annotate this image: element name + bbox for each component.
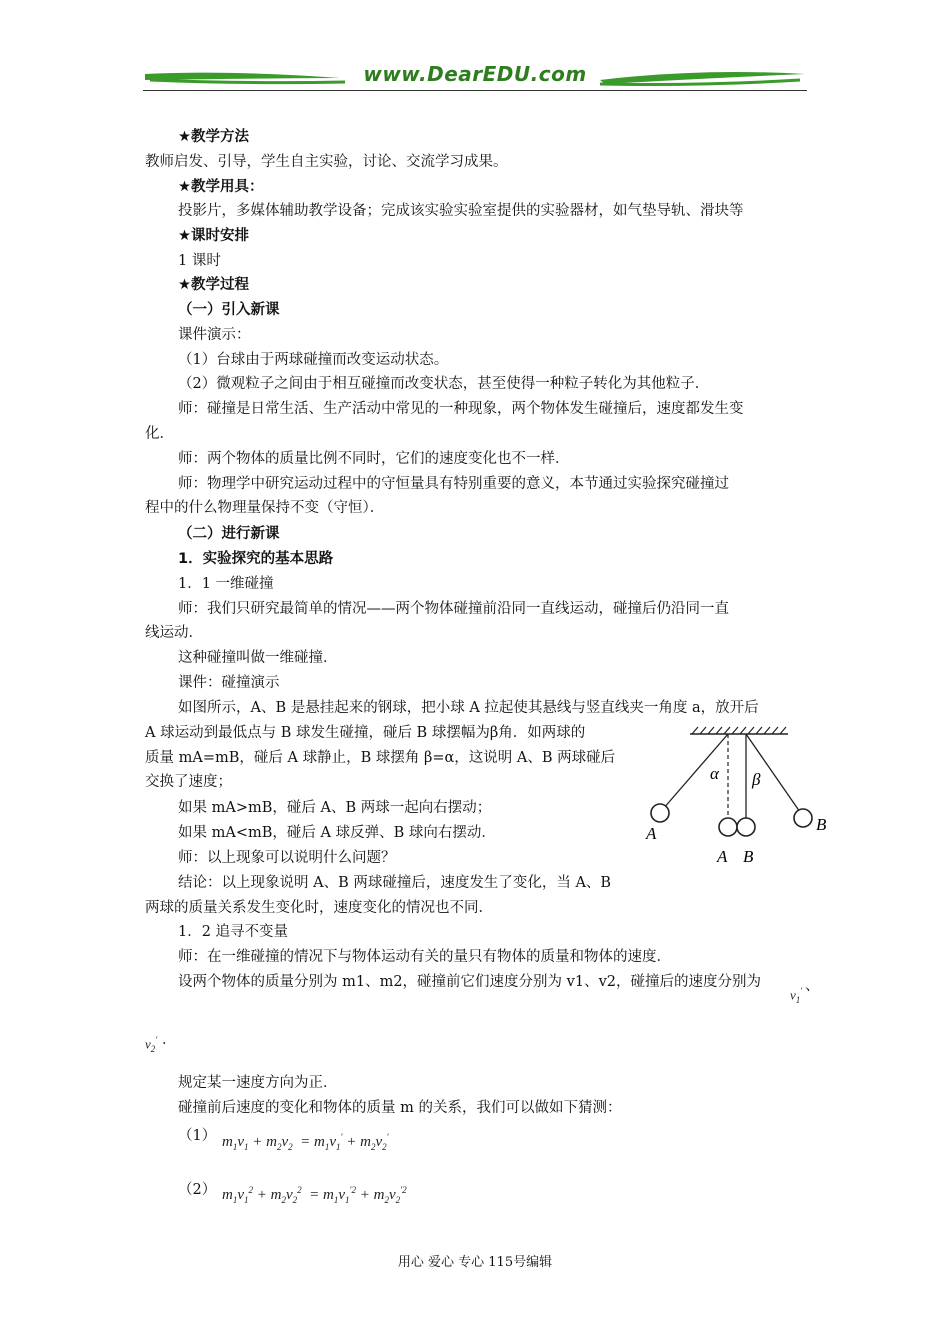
ball-a-bottom [719,818,737,836]
hours-title: ★课时安排 [178,228,249,244]
ball-b-raised [794,809,812,827]
symbol-v2-prime: $v_2'$ [145,1035,158,1054]
teacher-para-3b: 程中的什么物理量保持不变（守恒）． [145,500,385,516]
teacher-para-1b: 化． [145,426,174,442]
demo-item-2: （2）微观粒子之间由于相互碰撞而改变状态，甚至使得一种粒子转化为其他粒子． [178,376,710,392]
label-a-left: A [646,824,657,843]
para-case-greater: 如果 mA>mB，碰后 A、B 两球一起向右摆动； [178,800,492,816]
teacher-para-1a: 师：碰撞是日常生活、生产活动中常见的一种现象，两个物体发生碰撞后，速度都发生变 [178,401,744,417]
text-guess: 碰撞前后速度的变化和物体的质量 m 的关系，我们可以做如下猜测： [178,1100,622,1116]
text-direction: 规定某一速度方向为正． [178,1075,338,1091]
para-case-less: 如果 mA<mB，碰后 A 球反弹、B 球向右摆动． [178,825,496,841]
teacher-para-2: 师：两个物体的质量比例不同时，它们的速度变化也不一样． [178,451,570,467]
symbol-v1-prime: $v_1'$ [790,986,803,1005]
teacher-para-3a: 师：物理学中研究运动过程中的守恒量具有特别重要的意义，本节通过实验探究碰撞过 [178,476,729,492]
page-footer: 用心 爱心 专心 115号编辑 [397,1255,553,1270]
demo-item-1: （1）台球由于两球碰撞而改变运动状态。 [178,352,449,368]
list-separator: 、 [805,978,820,994]
teacher-para-4a: 师：我们只研究最简单的情况——两个物体碰撞前沿同一直线运动，碰撞后仍沿同一直 [178,601,729,617]
label-a-mid: A [717,847,728,866]
teacher-para-4b: 线运动． [145,625,203,641]
tools-title: ★教学用具： [178,179,264,195]
para-question: 师：以上现象可以说明什么问题？ [178,850,396,866]
formula-1: $m_1v_1 + m_2v_2 = m_1v_1' + m_2v_2'$ [222,1132,389,1152]
method-title: ★教学方法 [178,129,249,145]
process-title: ★教学过程 [178,277,249,293]
teacher-para-7: 师：在一维碰撞的情况下与物体运动有关的量只有物体的质量和物体的速度． [178,949,671,965]
formula-2-label: （2） [178,1182,217,1198]
site-logo[interactable]: www.DearEDU.com [363,62,587,86]
demo-label: 课件演示： [178,327,251,343]
hours-text: 1 课时 [178,253,221,269]
para-conclusion-a: 结论：以上现象说明 A、B 两球碰撞后，速度发生了变化，当 A、B [178,875,612,891]
ball-b-bottom [737,818,755,836]
heading-1-2: 1．2 追寻不变量 [178,924,289,940]
teacher-para-8: 设两个物体的质量分别为 m1、m2，碰撞前它们速度分别为 v1、v2，碰撞后的速度分别为 [178,974,761,990]
ceiling-hatch [692,727,786,734]
ball-a-raised [651,804,669,822]
period-after-v2: ． [162,1032,177,1048]
para-figure-1a: 如图所示，A、B 是悬挂起来的钢球，把小球 A 拉起使其悬线与竖直线夹一角度 a，放开后 [178,700,759,716]
para-figure-1c: 质量 mA=mB，碰后 A 球静止，B 球摆角 β=α，这说明 A、B 两球碰后 [145,750,616,766]
para-figure-1b: A 球运动到最低点与 B 球发生碰撞，碰后 B 球摆幅为β角．如两球的 [145,725,586,741]
text-courseware: 课件：碰撞演示 [178,675,280,691]
formula-2: $m_1v_1^2 + m_2v_2^2 = m_1v_1^{'2} + m_2v_2^{'2}$ [222,1185,407,1205]
label-b-right: B [816,815,827,834]
heading-1: 1．实验探究的基本思路 [178,551,334,567]
method-text: 教师启发、引导，学生自主实验，讨论、交流学习成果。 [145,154,508,170]
header-divider [143,90,807,91]
label-beta: β [752,770,761,789]
para-figure-1d: 交换了速度； [145,774,232,790]
tools-text: 投影片，多媒体辅助教学设备；完成该实验实验室提供的实验器材，如气垫导轨、滑块等 [178,203,744,219]
text-one-dim: 这种碰撞叫做一维碰撞． [178,650,338,666]
formula-1-label: （1） [178,1128,217,1144]
pendulum-collision-figure [640,725,840,870]
heading-1-1: 1．1 一维碰撞 [178,576,274,592]
para-conclusion-b: 两球的质量关系发生变化时，速度变化的情况也不同． [145,900,493,916]
part2-title: （二）进行新课 [178,526,280,542]
label-alpha: α [710,764,719,783]
part1-title: （一）引入新课 [178,302,280,318]
label-b-mid: B [743,847,754,866]
